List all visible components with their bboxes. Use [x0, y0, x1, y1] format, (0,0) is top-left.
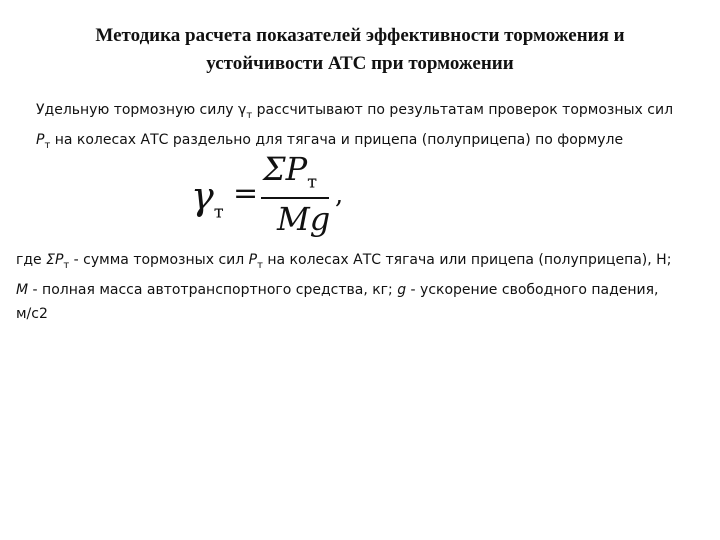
title-line-2: устойчивости АТС при торможении: [206, 53, 514, 74]
formula-equals: =: [233, 176, 259, 211]
explain-text: - сумма тормозных сил: [69, 252, 249, 268]
explain-text: на колесах АТС тягача или прицепа (полуприцепа), Н;: [262, 252, 672, 268]
explain-text: - ускорение свободного падения,: [406, 281, 659, 298]
formula-lhs-subscript: т: [213, 201, 224, 223]
gamma-subscript: т: [246, 109, 253, 121]
sum-force-symbol: ΣP: [46, 252, 64, 268]
formula: [185, 150, 355, 240]
explain-line-3: м/с2: [16, 305, 48, 322]
intro-line-2: [36, 128, 696, 158]
intro-text: на колесах АТС раздельно для тягача и прицепа (полуприцепа) по формуле: [50, 131, 624, 148]
title-line-1: Методика расчета показателей эффективности торможения и: [95, 25, 625, 46]
intro-text: Удельную тормозную силу: [36, 102, 239, 118]
explain-text: где: [16, 252, 47, 268]
sum-force-subscript: т: [63, 259, 70, 271]
intro-paragraph: [36, 98, 696, 158]
formula-denominator: Mg: [277, 200, 331, 238]
explain-text: - полная масса автотранспортного средства, кг;: [28, 281, 398, 298]
force-symbol: P: [36, 131, 45, 148]
formula-comma: ,: [335, 180, 344, 210]
formula-gamma: γ: [191, 174, 214, 218]
force-subscript: т: [44, 139, 51, 151]
force-symbol: P: [248, 252, 258, 268]
fraction-bar: [261, 197, 329, 199]
formula-lhs: [191, 174, 224, 223]
formula-numerator: [263, 150, 317, 192]
gravity-symbol: g: [397, 281, 407, 298]
gamma-symbol: γ: [238, 102, 247, 118]
mass-symbol: M: [16, 281, 29, 298]
intro-line-1: [36, 98, 696, 128]
explain-line-2: [16, 278, 706, 302]
formula-numerator-subscript: т: [307, 171, 318, 193]
formula-sum-force: ΣP: [263, 150, 308, 188]
force-subscript: т: [257, 259, 263, 271]
slide-title: [60, 22, 660, 78]
explanation-paragraph: [16, 248, 706, 326]
intro-text: рассчитывают по результатам проверок тормозных сил: [252, 102, 674, 118]
explain-line-1: [16, 248, 706, 278]
